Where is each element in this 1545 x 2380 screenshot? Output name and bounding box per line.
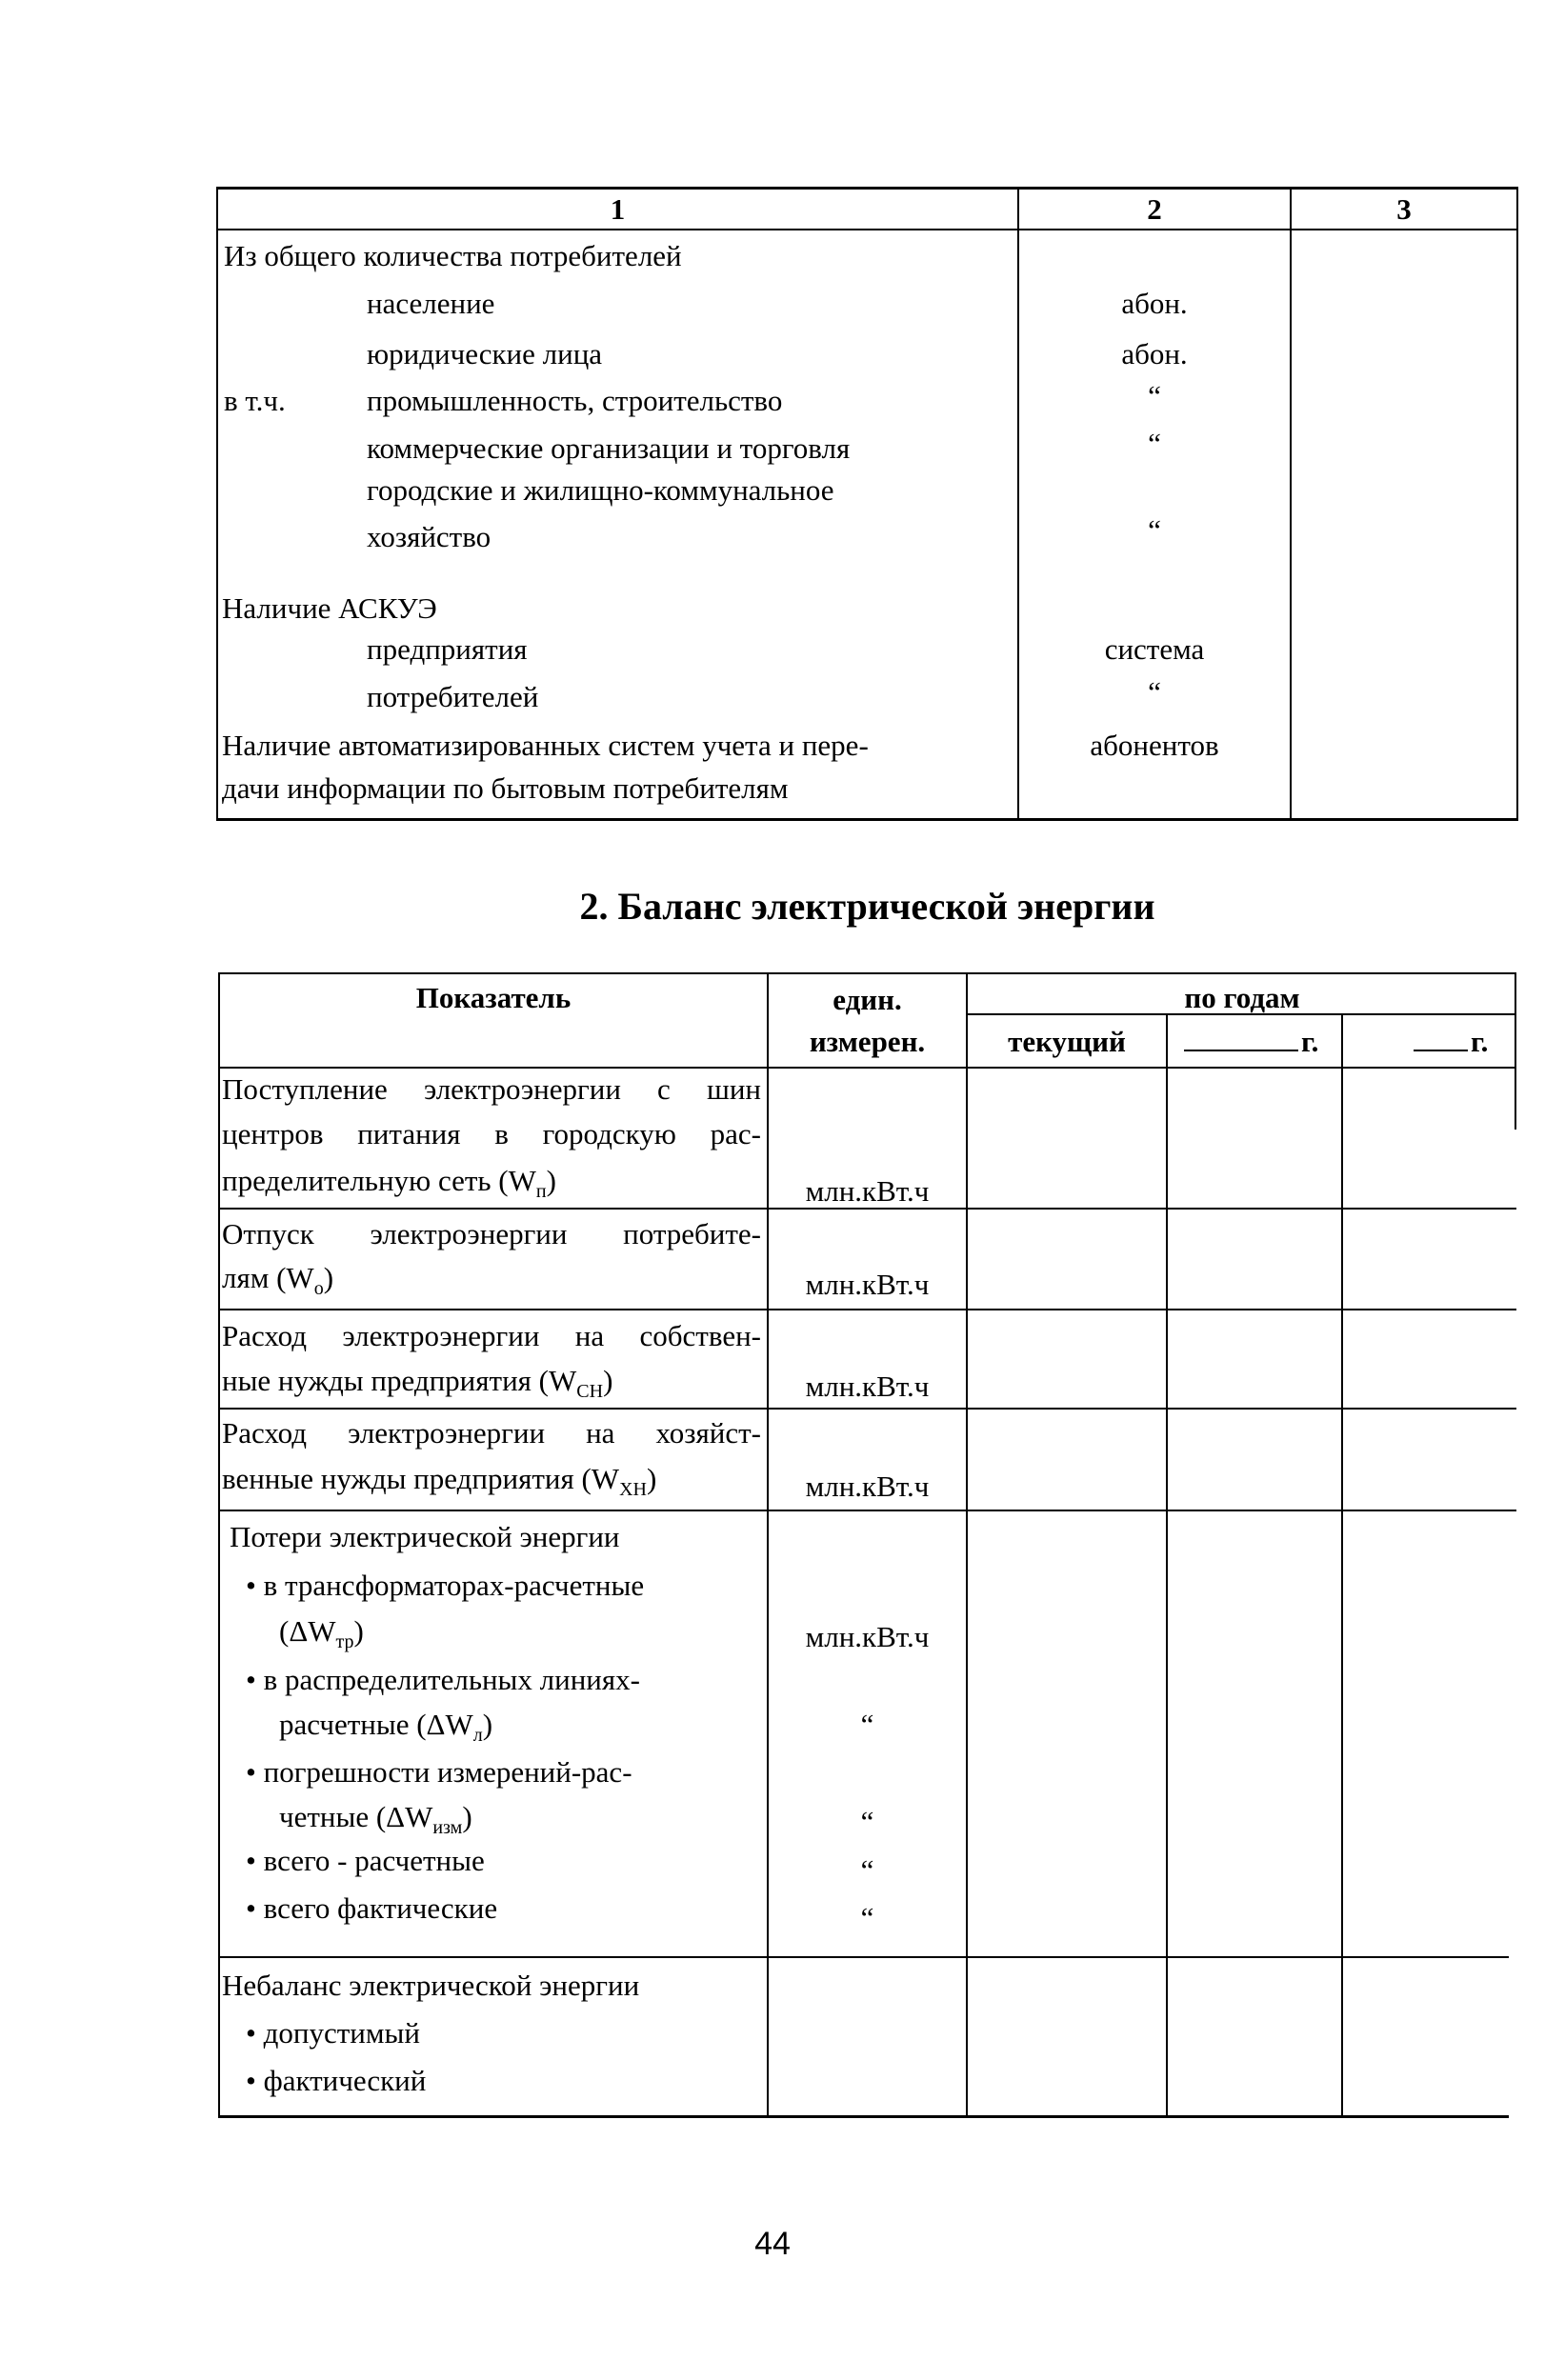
consumer-label-cont: хозяйство [367, 520, 492, 553]
losses-unit: “ [860, 1708, 874, 1741]
consumer-label: население [367, 287, 495, 320]
auto-systems-unit: абонентов [1090, 729, 1219, 762]
losses-item: • в трансформаторах-расчетные [246, 1569, 645, 1602]
row-unit: млн.кВт.ч [805, 1174, 930, 1208]
table1-header-col2: 2 [1147, 192, 1162, 226]
consumer-unit: абон. [1121, 337, 1188, 370]
row-text-last: лям $(W_о)$ [222, 1261, 334, 1300]
row-text: Расход электроэнергии на собствен- [222, 1319, 761, 1352]
losses-title: Потери электрической энергии [230, 1520, 620, 1553]
losses-unit: млн.кВт.ч [805, 1620, 930, 1653]
losses-unit: “ [860, 1901, 874, 1934]
losses-item-cont: расчетные $(\Delta W_л)$ [279, 1708, 493, 1747]
losses-item: • всего - расчетные [246, 1844, 485, 1877]
row-text-last: ные нужды предприятия $(W_{СН})$ [222, 1364, 613, 1403]
row-text-last: пределительную сеть $(W_п)$ [222, 1164, 556, 1203]
imbalance-title: Небаланс электрической энергии [222, 1969, 640, 2002]
section-title: 2. Баланс электрической энергии [579, 885, 1155, 928]
row-text: Отпуск электроэнергии потребите- [222, 1217, 761, 1250]
askue-label: потребителей [367, 680, 539, 713]
losses-unit: “ [860, 1853, 874, 1887]
page-number: 44 [754, 2226, 791, 2262]
consumers-title: Из общего количества потребителей [224, 239, 682, 272]
table1-header-col1: 1 [610, 192, 626, 226]
row-text-last: венные нужды предприятия $(W_{ХН})$ [222, 1462, 657, 1501]
losses-item: • в распределительных линиях- [246, 1663, 640, 1696]
askue-unit: система [1104, 632, 1205, 666]
imbalance-item: • фактический [246, 2064, 427, 2097]
header-year-2: г. [1301, 1025, 1319, 1058]
losses-unit: “ [860, 1805, 874, 1838]
row-unit: млн.кВт.ч [805, 1370, 930, 1403]
header-by-years: по годам [1184, 981, 1300, 1014]
losses-item: • всего фактические [246, 1891, 498, 1925]
consumer-unit: “ [1148, 379, 1161, 412]
consumer-label: коммерческие организации и торговля [367, 431, 851, 465]
row-unit: млн.кВт.ч [805, 1470, 930, 1503]
row-text: Поступление электроэнергии с шин [222, 1072, 761, 1106]
consumer-unit: абон. [1121, 287, 1188, 320]
header-indicator: Показатель [415, 981, 572, 1014]
header-current-year: текущий [1008, 1025, 1126, 1058]
consumer-label: городские и жилищно-коммунальное [367, 473, 834, 507]
consumer-prefix: в т.ч. [224, 384, 286, 417]
row-text: центров питания в городскую рас- [222, 1117, 761, 1150]
consumer-label: юридические лица [367, 337, 603, 370]
consumer-unit: “ [1148, 427, 1161, 460]
losses-item-cont: $(\Delta W_{тр})$ [279, 1614, 364, 1653]
consumer-label: промышленность, строительство [367, 384, 783, 417]
askue-unit: “ [1148, 675, 1161, 709]
imbalance-item: • допустимый [246, 2016, 420, 2050]
losses-item-cont: четные $(\Delta W_{изм})$ [279, 1800, 472, 1839]
table1-header-col3: 3 [1396, 192, 1412, 226]
askue-title: Наличие АСКУЭ [222, 591, 437, 625]
consumer-unit: “ [1148, 513, 1161, 547]
row-text: Расход электроэнергии на хозяйст- [222, 1416, 761, 1450]
auto-systems-line2: дачи информации по бытовым потребителям [222, 771, 789, 805]
auto-systems-line1: Наличие автоматизированных систем учета и пере- [222, 729, 869, 762]
losses-item: • погрешности измерений-рас- [246, 1755, 632, 1789]
header-unit-line2: измерен. [809, 1025, 926, 1058]
header-unit-line1: един. [833, 983, 902, 1016]
askue-label: предприятия [367, 632, 528, 666]
row-unit: млн.кВт.ч [805, 1268, 930, 1301]
header-year-3: г. [1471, 1025, 1489, 1058]
